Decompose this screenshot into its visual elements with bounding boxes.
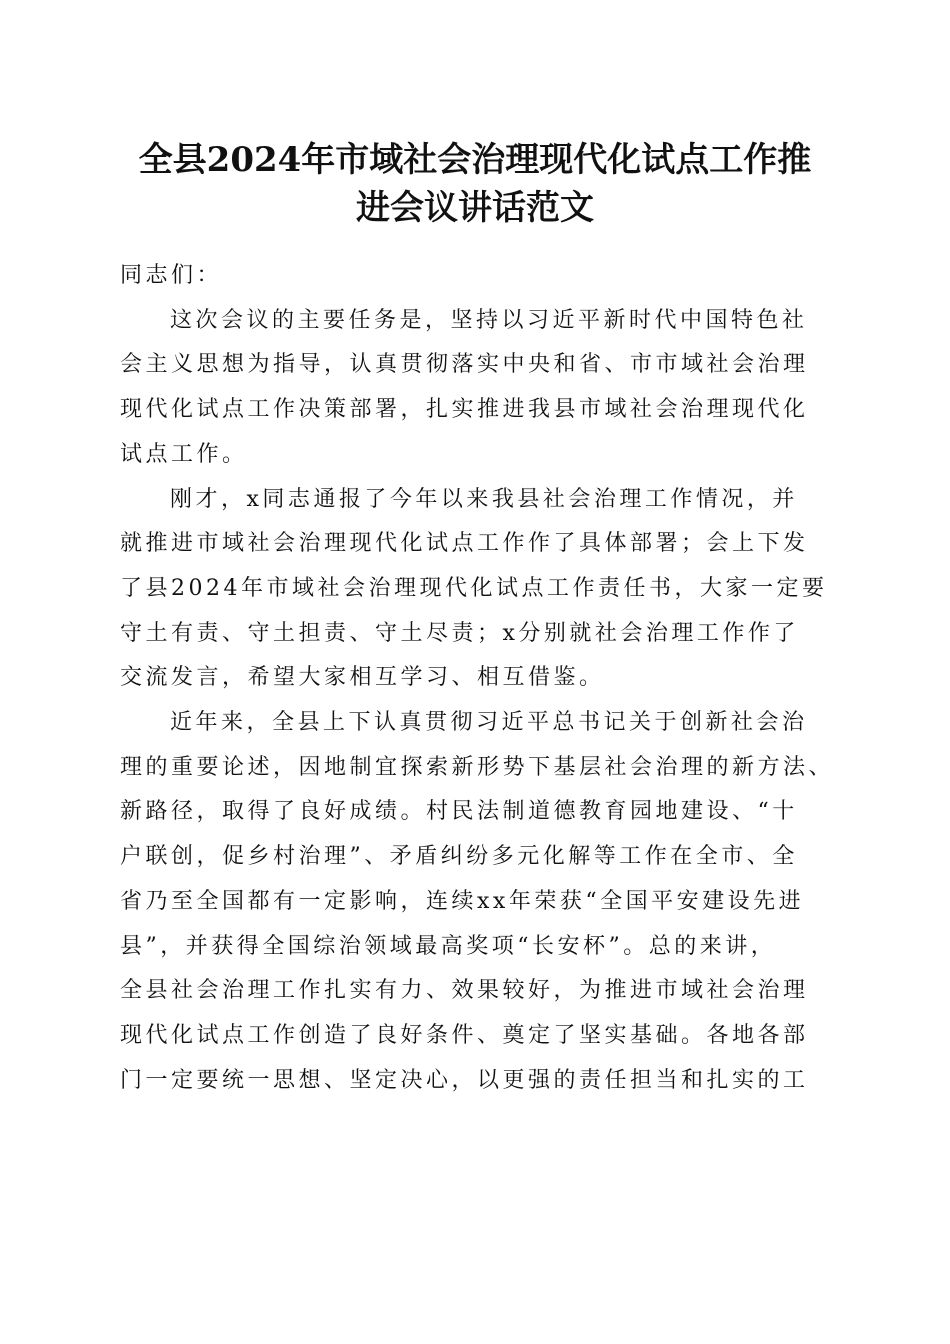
paragraph-line: 交流发言，希望大家相互学习、相互借鉴。: [120, 665, 605, 691]
paragraph-line: 试点工作。: [120, 441, 248, 467]
title-line: 进会议讲话范文: [356, 188, 594, 228]
paragraph-line: 近年来，全县上下认真贯彻习近平总书记关于创新社会治: [170, 710, 808, 736]
paragraph-line: 理的重要论述，因地制宜探索新形势下基层社会治理的新方法、: [120, 754, 835, 780]
paragraph-line: 新路径，取得了良好成绩。村民法制道德教育园地建设、“十: [120, 799, 798, 825]
paragraph-line: 省乃至全国都有一定影响，连续xx年荣获“全国平安建设先进: [120, 888, 805, 914]
paragraph-line: 全县社会治理工作扎实有力、效果较好，为推进市域社会治理: [120, 978, 809, 1004]
paragraph-line: 就推进市域社会治理现代化试点工作作了具体部署；会上下发: [120, 531, 809, 557]
paragraph-line: 这次会议的主要任务是，坚持以习近平新时代中国特色社: [170, 307, 808, 333]
paragraph-line: 刚才，x同志通报了今年以来我县社会治理工作情况，并: [170, 486, 798, 512]
paragraph-line: 现代化试点工作创造了良好条件、奠定了坚实基础。各地各部: [120, 1022, 809, 1048]
document-title: [120, 136, 830, 232]
document-body: [120, 254, 838, 1103]
paragraph-2: [120, 478, 838, 702]
paragraph-line: 现代化试点工作决策部署，扎实推进我县市域社会治理现代化: [120, 397, 809, 423]
paragraph-line: 户联创，促乡村治理”、矛盾纠纷多元化解等工作在全市、全: [120, 844, 798, 870]
paragraph-1: [120, 299, 838, 478]
paragraph-line: 守土有责、守土担责、守土尽责；x分别就社会治理工作作了: [120, 620, 799, 646]
paragraph-line: 会主义思想为指导，认真贯彻落实中央和省、市市域社会治理: [120, 352, 809, 378]
salutation: 同志们：: [120, 263, 223, 288]
paragraph-line: 县”，并获得全国综治领域最高奖项“长安杯”。总的来讲，: [120, 933, 777, 959]
paragraph-line: 了县2024年市域社会治理现代化试点工作责任书，大家一定要: [120, 575, 828, 601]
paragraph-3: [120, 701, 838, 1103]
title-line: 全县2024年市域社会治理现代化试点工作推: [138, 140, 812, 180]
paragraph-line: 门一定要统一思想、坚定决心，以更强的责任担当和扎实的工: [120, 1067, 809, 1093]
